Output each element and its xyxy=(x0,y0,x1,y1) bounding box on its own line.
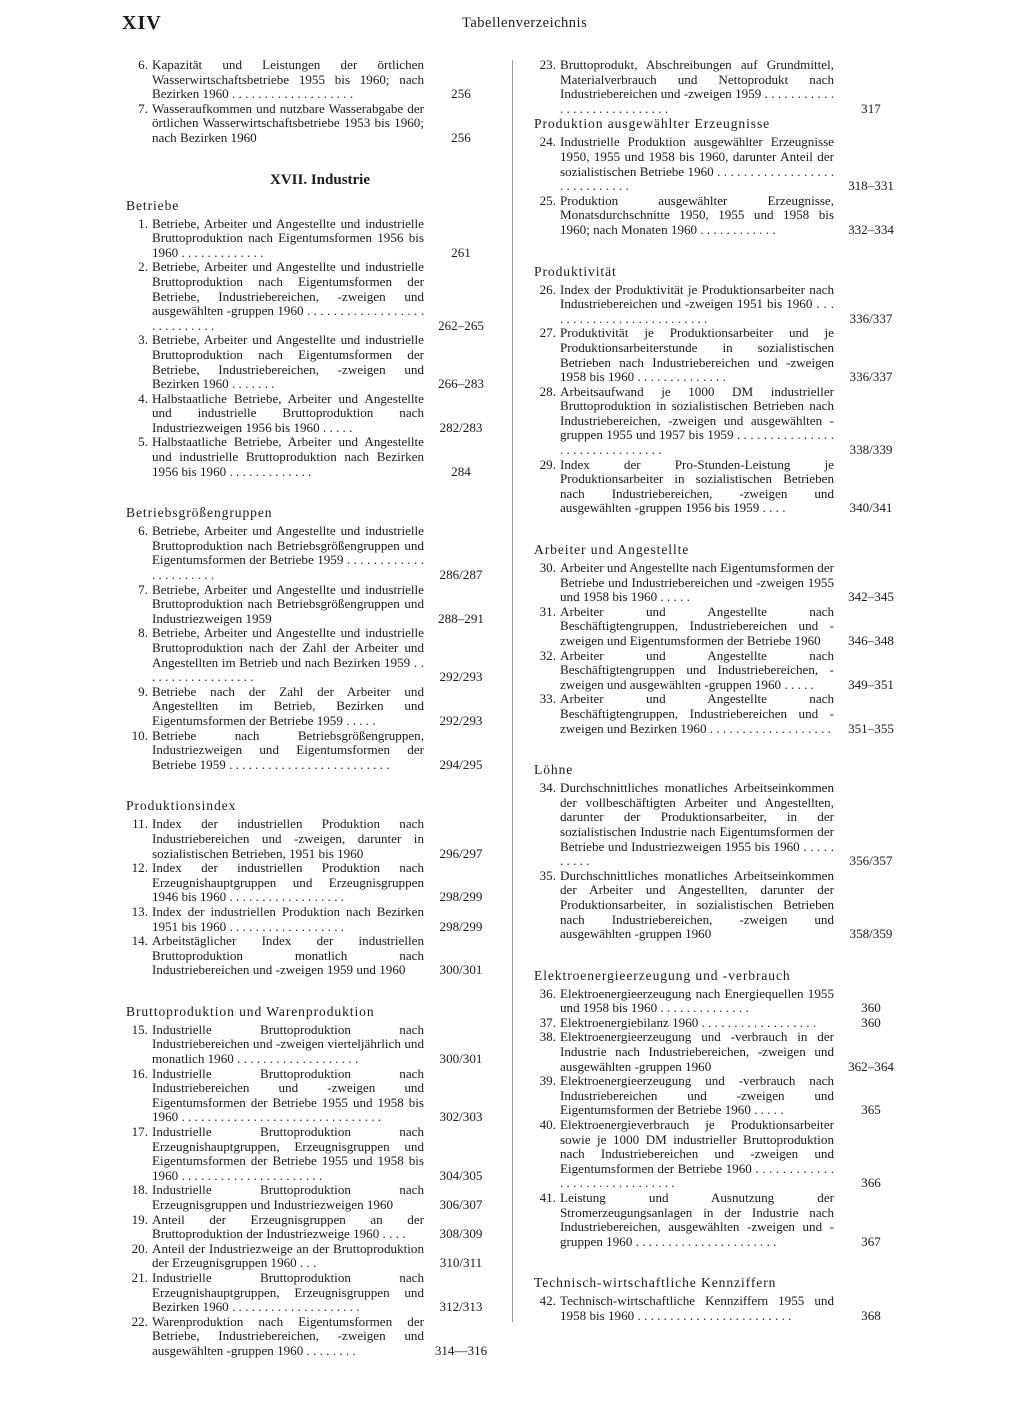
table-title: Elektroenergieerzeugung und -verbrauch nach Industriebereichen und -zweigen und Eigentumsformen der Betriebe 1960 . . . . . xyxy=(560,1073,834,1118)
table-title: Index der Pro-Stunden-Leistung je Produktionsarbeiter in sozialistischen Betrieben nach Industriebereichen, -zweigen und ausgewählten -gruppen 1956 bis 1959 . . . . xyxy=(560,456,834,516)
group-heading: Technisch-wirtschaftliche Kennziffern xyxy=(534,1275,777,1291)
table-title: Elektroenergieerzeugung nach Energiequellen 1955 und 1958 bis 1960 . . . . . . . . . . . . . . xyxy=(560,985,834,1016)
table-number: 6. xyxy=(138,523,148,539)
toc-entry xyxy=(122,392,498,436)
table-title: Halbstaatliche Betriebe, Arbeiter und Angestellte und industrielle Bruttoproduktion nach Industriezweigen 1956 bis 1960 . . . . . xyxy=(152,390,424,435)
table-number: 27. xyxy=(539,325,556,341)
page-ref: 262–265 xyxy=(438,317,484,333)
toc-entry xyxy=(122,217,498,261)
table-title: Arbeiter und Angestellte nach Beschäftigtengruppen, Industriebereichen und -zweigen und Eigentumsformen der Betriebe 1960 xyxy=(560,603,834,648)
toc-entry xyxy=(530,385,908,458)
page-ref: 256 xyxy=(451,86,471,102)
table-number: 1. xyxy=(138,215,148,231)
toc-entry xyxy=(530,1118,908,1191)
table-number: 26. xyxy=(539,281,556,297)
table-title: Leistung und Ausnutzung der Stromerzeugungsanlagen in der Industrie nach Industriebereichen, ausgewählten -zweigen und -gruppen 1960 . . . . . . . . . . . . . . . . . . . . . . xyxy=(560,1190,834,1249)
table-number: 42. xyxy=(539,1293,556,1309)
toc-entry xyxy=(530,649,908,693)
page-ref: 360 xyxy=(861,1000,881,1016)
page-ref: 332–334 xyxy=(848,221,894,237)
table-number: 6. xyxy=(138,57,148,72)
toc-entry xyxy=(122,1067,498,1125)
page-ref: 298/299 xyxy=(439,918,483,934)
page-header xyxy=(122,12,904,36)
group-heading: Produktionsindex xyxy=(126,798,237,814)
toc-entry xyxy=(122,524,498,582)
toc-entry xyxy=(122,817,498,861)
toc-entry xyxy=(122,1125,498,1183)
table-number: 11. xyxy=(132,816,148,832)
table-number: 24. xyxy=(539,134,556,150)
section-title: XVII. Industrie xyxy=(269,171,371,188)
table-title: Kapazität und Leistungen der örtlichen Wasserwirtschaftsbetriebe 1955 bis 1960; nach Bezirken 1960 . . . . . . . . . . . . . . . . . . . xyxy=(152,57,424,102)
toc-entry xyxy=(122,1271,498,1315)
table-number: 7. xyxy=(138,581,148,597)
table-title: Elektroenergiebilanz 1960 . . . . . . . . . . . . . . . . . . xyxy=(560,1014,817,1030)
table-title: Elektroenergieverbrauch je Produktionsarbeiter sowie je 1000 DM industrieller Bruttoproduktion nach Industriebereichen und -zweigen und Eigentumsformen der Betriebe 1960 . . . . . . . . . . . . . . . . . . . . . . . . . . . . . . xyxy=(560,1117,834,1191)
table-title: Industrielle Bruttoproduktion nach Industriebereichen und -zweigen vierteljährlich und monatlich 1960 . . . . . . . . . . . . . . . . . . . xyxy=(152,1021,424,1067)
page-ref: 256 xyxy=(451,129,471,145)
table-number: 29. xyxy=(539,456,556,472)
table-title: Industrielle Bruttoproduktion nach Erzeugnisgruppen und Industriezweigen 1960 xyxy=(152,1182,424,1212)
table-number: 16. xyxy=(131,1065,148,1081)
page-ref: 314—316 xyxy=(434,1342,488,1358)
toc-entry xyxy=(122,1023,498,1067)
toc-entry xyxy=(530,1074,908,1118)
page-ref: 365 xyxy=(861,1102,881,1118)
table-title: Betriebe, Arbeiter und Angestellte und industrielle Bruttoproduktion nach Betriebsgrößengruppen und Industriezweigen 1959 xyxy=(152,581,424,626)
toc-entry xyxy=(530,326,908,384)
page-ref: 317 xyxy=(861,100,881,116)
toc-entry xyxy=(122,861,498,905)
table-number: 39. xyxy=(539,1073,556,1089)
page-ref: 366 xyxy=(861,1175,881,1191)
page-ref: 318–331 xyxy=(848,178,894,194)
table-number: 21. xyxy=(131,1269,148,1285)
toc-entry xyxy=(530,458,908,516)
table-title: Elektroenergieerzeugung und -verbrauch in der Industrie nach Industriebereichen, -zweigen und ausgewählten -gruppen 1960 xyxy=(560,1029,834,1074)
page-ref: 362–364 xyxy=(848,1058,894,1074)
toc-entry xyxy=(122,583,498,627)
table-title: Betriebe nach Betriebsgrößengruppen, Industriezweigen und Eigentumsformen der Betriebe 1959 . . . . . . . . . . . . . . . . . . . . . . . . . xyxy=(152,727,424,772)
toc-entry xyxy=(530,1294,908,1323)
page-ref: 356/357 xyxy=(849,853,893,869)
table-number: 9. xyxy=(138,683,148,699)
page-ref: 336/337 xyxy=(849,310,893,326)
page-ref: 286/287 xyxy=(439,567,483,583)
toc-entry xyxy=(530,869,908,942)
table-number: 33. xyxy=(539,691,556,707)
table-number: 22. xyxy=(131,1313,148,1329)
page-ref: 306/307 xyxy=(439,1197,483,1212)
table-number: 31. xyxy=(539,603,556,619)
group-heading: Produktivität xyxy=(534,263,617,279)
toc-entry xyxy=(530,283,908,327)
table-number: 10. xyxy=(131,727,148,743)
page-ref: 360 xyxy=(861,1014,881,1030)
table-number: 30. xyxy=(539,560,556,576)
table-title: Halbstaatliche Betriebe, Arbeiter und Angestellte und industrielle Bruttoproduktion nach Bezirken 1956 bis 1960 . . . . . . . . . . . . . xyxy=(152,434,424,479)
running-title: Tabellenverzeichnis xyxy=(462,15,588,31)
toc-entry xyxy=(122,260,498,333)
toc-entry xyxy=(530,1016,908,1031)
column-divider xyxy=(512,60,513,1322)
page-ref: 292/293 xyxy=(439,712,483,728)
toc-entry xyxy=(530,1030,908,1074)
table-number: 18. xyxy=(131,1182,148,1198)
page-ref: 349–351 xyxy=(848,676,894,692)
table-title: Industrielle Produktion ausgewählter Erzeugnisse 1950, 1955 und 1958 bis 1960, darunter Anteil der sozialistischen Betriebe 1960 . . . . . . . . . . . . . . . . . . . . . . . . . . . . . xyxy=(560,134,834,194)
toc-entry xyxy=(530,781,908,869)
page-number: XIV xyxy=(122,12,162,34)
group-heading: Betriebe xyxy=(126,197,180,213)
table-title: Index der Produktivität je Produktionsarbeiter nach Industriebereichen und -zweigen 1951 bis 1960 . . . . . . . . . . . . . . . . . . . . . . . . . . xyxy=(560,281,834,326)
group-heading: Arbeiter und Angestellte xyxy=(534,542,690,558)
page-ref: 300/301 xyxy=(439,962,483,978)
page-ref: 367 xyxy=(861,1233,881,1249)
table-title: Betriebe, Arbeiter und Angestellte und industrielle Bruttoproduktion nach Eigentumsformen der Betriebe, Industriebereichen, -zweigen und ausgewählten -gruppen 1960 . . . . . . . . . . . . . . . . . . . . . . . . . . . . xyxy=(152,259,424,333)
page-ref: 302/303 xyxy=(439,1109,483,1125)
table-number: 12. xyxy=(131,860,148,876)
table-title: Index der industriellen Produktion nach Industriebereichen und -zweigen, darunter in sozialistischen Betrieben, 1951 bis 1960 xyxy=(152,816,424,861)
toc-entry xyxy=(122,1183,498,1212)
table-title: Arbeitsaufwand je 1000 DM industrieller Bruttoproduktion in sozialistischen Betrieben nach Industriebereichen, -zweigen und ausgewählten -gruppen 1955 und 1957 bis 1959 . . . . . . . . . . . . . . . . . . . . . . . . . . . . . . . xyxy=(560,383,834,458)
toc-entry xyxy=(122,58,498,102)
table-title: Anteil der Industriezweige an der Bruttoproduktion der Erzeugnisgruppen 1960 . . . xyxy=(152,1240,424,1271)
table-title: Anteil der Erzeugnisgruppen an der Bruttoproduktion der Industriezweige 1960 . . . . xyxy=(152,1211,424,1242)
table-title: Industrielle Bruttoproduktion nach Erzeugnishauptgruppen, Erzeugnisgruppen und Eigentumsformen der Betriebe 1955 und 1958 bis 1960 . . . . . . . . . . . . . . . . . . . . . . xyxy=(152,1124,424,1183)
page-ref: 338/339 xyxy=(849,442,893,458)
table-number: 32. xyxy=(539,647,556,663)
table-number: 28. xyxy=(539,383,556,399)
toc-entry xyxy=(122,934,498,978)
right-column xyxy=(530,58,908,1324)
toc-entry xyxy=(122,333,498,391)
table-title: Betriebe, Arbeiter und Angestellte und industrielle Bruttoproduktion nach Eigentumsformen 1956 bis 1960 . . . . . . . . . . . . . xyxy=(152,215,424,260)
table-number: 2. xyxy=(138,259,148,275)
group-heading: Elektroenergieerzeugung und -verbrauch xyxy=(534,967,791,983)
table-title: Betriebe, Arbeiter und Angestellte und industrielle Bruttoproduktion nach Eigentumsformen der Betriebe, Industriebereichen, -zweigen und Bezirken 1960 . . . . . . . xyxy=(152,332,424,392)
table-number: 20. xyxy=(131,1240,148,1256)
table-title: Wasseraufkommen und nutzbare Wasserabgabe der örtlichen Wasserwirtschaftsbetriebe 1953 bis 1960; nach Bezirken 1960 xyxy=(152,100,424,145)
toc-entry xyxy=(530,58,908,116)
toc-entry xyxy=(530,605,908,649)
table-number: 40. xyxy=(539,1117,556,1133)
table-number: 8. xyxy=(138,625,148,641)
group-heading: Betriebsgrößengruppen xyxy=(126,505,273,521)
page-ref: 368 xyxy=(861,1307,881,1323)
table-number: 41. xyxy=(539,1190,556,1205)
toc-entry xyxy=(122,905,498,934)
page-ref: 298/299 xyxy=(439,889,483,905)
toc-entry xyxy=(122,1315,498,1359)
table-number: 4. xyxy=(138,390,148,406)
table-title: Bruttoprodukt, Abschreibungen auf Grundmittel, Materialverbrauch und Nettoprodukt nach Industriebereichen und -zweigen 1959 . . . . . . . . . . . . . . . . . . . . . . . . . . . . xyxy=(560,57,834,116)
page-ref: 351–355 xyxy=(848,720,894,736)
table-number: 38. xyxy=(539,1029,556,1045)
page-ref: 340/341 xyxy=(849,500,893,516)
table-title: Index der industriellen Produktion nach Bezirken 1951 bis 1960 . . . . . . . . . . . . . . . . . . xyxy=(152,903,424,934)
table-number: 23. xyxy=(539,57,556,72)
toc-entry xyxy=(122,626,498,684)
page-ref: 358/359 xyxy=(849,926,893,942)
table-number: 3. xyxy=(138,332,148,348)
table-title: Betriebe, Arbeiter und Angestellte und industrielle Bruttoproduktion nach der Zahl der Arbeiter und Angestellten im Betrieb und nach Bezirken 1959 . . . . . . . . . . . . . . . . . . xyxy=(152,625,424,685)
group-heading: Produktion ausgewählter Erzeugnisse xyxy=(534,116,771,132)
toc-entry xyxy=(530,135,908,193)
page-ref: 288–291 xyxy=(438,610,484,626)
table-number: 37. xyxy=(539,1014,556,1030)
table-number: 17. xyxy=(131,1124,148,1140)
page-ref: 304/305 xyxy=(439,1167,483,1183)
group-heading: Bruttoproduktion und Warenproduktion xyxy=(126,1003,375,1019)
page-ref: 296/297 xyxy=(439,845,483,861)
table-title: Produktion ausgewählter Erzeugnisse, Monatsdurchschnitte 1950, 1955 und 1958 bis 1960; nach Monaten 1960 . . . . . . . . . . . . xyxy=(560,192,834,237)
table-title: Industrielle Bruttoproduktion nach Industriebereichen und -zweigen und Eigentumsformen der Betriebe 1955 und 1958 bis 1960 . . . . . . . . . . . . . . . . . . . . . . . . . . . . . . . xyxy=(152,1065,424,1125)
table-title: Arbeiter und Angestellte nach Beschäftigtengruppen, Industriebereichen und -zweigen und Bezirken 1960 . . . . . . . . . . . . . . . . . . . xyxy=(560,691,834,736)
table-number: 36. xyxy=(539,985,556,1001)
table-number: 7. xyxy=(138,100,148,116)
table-title: Warenproduktion nach Eigentumsformen der Betriebe, Industriebereichen, -zweigen und ausgewählten -gruppen 1960 . . . . . . . . xyxy=(152,1313,424,1358)
table-number: 14. xyxy=(131,933,148,949)
table-title: Arbeiter und Angestellte nach Eigentumsformen der Betriebe und Industriebereichen und -zweigen 1955 und 1958 bis 1960 . . . . . xyxy=(560,560,834,605)
table-number: 5. xyxy=(138,434,148,450)
toc-entry xyxy=(122,729,498,773)
table-title: Arbeitstäglicher Index der industriellen Bruttoproduktion monatlich nach Industriebereichen und -zweigen 1959 und 1960 xyxy=(152,933,424,978)
page-ref: 292/293 xyxy=(439,669,483,685)
table-title: Produktivität je Produktionsarbeiter und je Produktionsarbeiterstunde in sozialistischen Betrieben nach Industriebereichen und -zweigen 1958 bis 1960 . . . . . . . . . . . . . . xyxy=(560,325,834,385)
page-ref: 312/313 xyxy=(439,1299,483,1315)
table-number: 13. xyxy=(131,903,148,919)
page-ref: 310/311 xyxy=(439,1255,483,1271)
page-ref: 300/301 xyxy=(439,1051,483,1067)
toc-entry xyxy=(530,561,908,605)
table-title: Durchschnittliches monatliches Arbeitseinkommen der vollbeschäftigten Arbeiter und Angestellten, darunter der Produktionsarbeiter, in der sozialistischen Industrie nach Eigentumsformen der Betriebe und Industriezweigen 1955 bis 1960 . . . . . . . . . . xyxy=(560,780,834,869)
table-title: Betriebe nach der Zahl der Arbeiter und Angestellten im Betrieb, Bezirken und Eigentumsformen der Betriebe 1959 . . . . . xyxy=(152,683,424,728)
table-title: Industrielle Bruttoproduktion nach Erzeugnishauptgruppen, Erzeugnisgruppen und Bezirken 1960 . . . . . . . . . . . . . . . . . . . . xyxy=(152,1269,424,1315)
page-ref: 266–283 xyxy=(438,376,484,392)
toc-entry xyxy=(122,1242,498,1271)
toc-entry xyxy=(530,194,908,238)
group-heading: Löhne xyxy=(534,762,574,778)
toc-entry xyxy=(530,987,908,1016)
table-number: 35. xyxy=(539,867,556,883)
table-title: Technisch-wirtschaftliche Kennziffern 1955 und 1958 bis 1960 . . . . . . . . . . . . . . . . . . . . . . . . xyxy=(560,1293,834,1323)
table-number: 34. xyxy=(539,780,556,796)
left-column xyxy=(122,58,498,1359)
toc-entry xyxy=(122,685,498,729)
table-number: 19. xyxy=(131,1211,148,1227)
page-ref: 282/283 xyxy=(439,419,483,435)
page-ref: 346–348 xyxy=(848,633,894,648)
table-number: 15. xyxy=(131,1021,148,1037)
page-ref: 294/295 xyxy=(439,756,483,772)
table-title: Arbeiter und Angestellte nach Beschäftigtengruppen und Industriebereichen, -zweigen und ausgewählten -gruppen 1960 . . . . . xyxy=(560,647,834,692)
toc-entry xyxy=(530,692,908,736)
page-ref: 261 xyxy=(451,244,471,260)
page-ref: 342–345 xyxy=(848,589,894,605)
table-title: Betriebe, Arbeiter und Angestellte und industrielle Bruttoproduktion nach Betriebsgrößengruppen und Eigentumsformen der Betriebe 1959 . . . . . . . . . . . . . . . . . . . . . . xyxy=(152,523,424,583)
toc-entry xyxy=(122,435,498,479)
page-ref: 284 xyxy=(451,463,471,479)
table-number: 25. xyxy=(539,192,556,208)
toc-entry xyxy=(122,1213,498,1242)
page-ref: 336/337 xyxy=(849,369,893,385)
table-title: Index der industriellen Produktion nach Erzeugnishauptgruppen und Erzeugnisgruppen 1946 bis 1960 . . . . . . . . . . . . . . . . . . xyxy=(152,860,424,905)
toc-entry xyxy=(530,1191,908,1249)
table-title: Durchschnittliches monatliches Arbeitseinkommen der Arbeiter und Angestellten, darunter der Produktionsarbeiter, in sozialistischen Betrieben nach Industriebereichen, -zweigen und ausgewählten -gruppen 1960 xyxy=(560,867,834,942)
toc-entry xyxy=(122,102,498,146)
page-ref: 308/309 xyxy=(439,1226,483,1242)
